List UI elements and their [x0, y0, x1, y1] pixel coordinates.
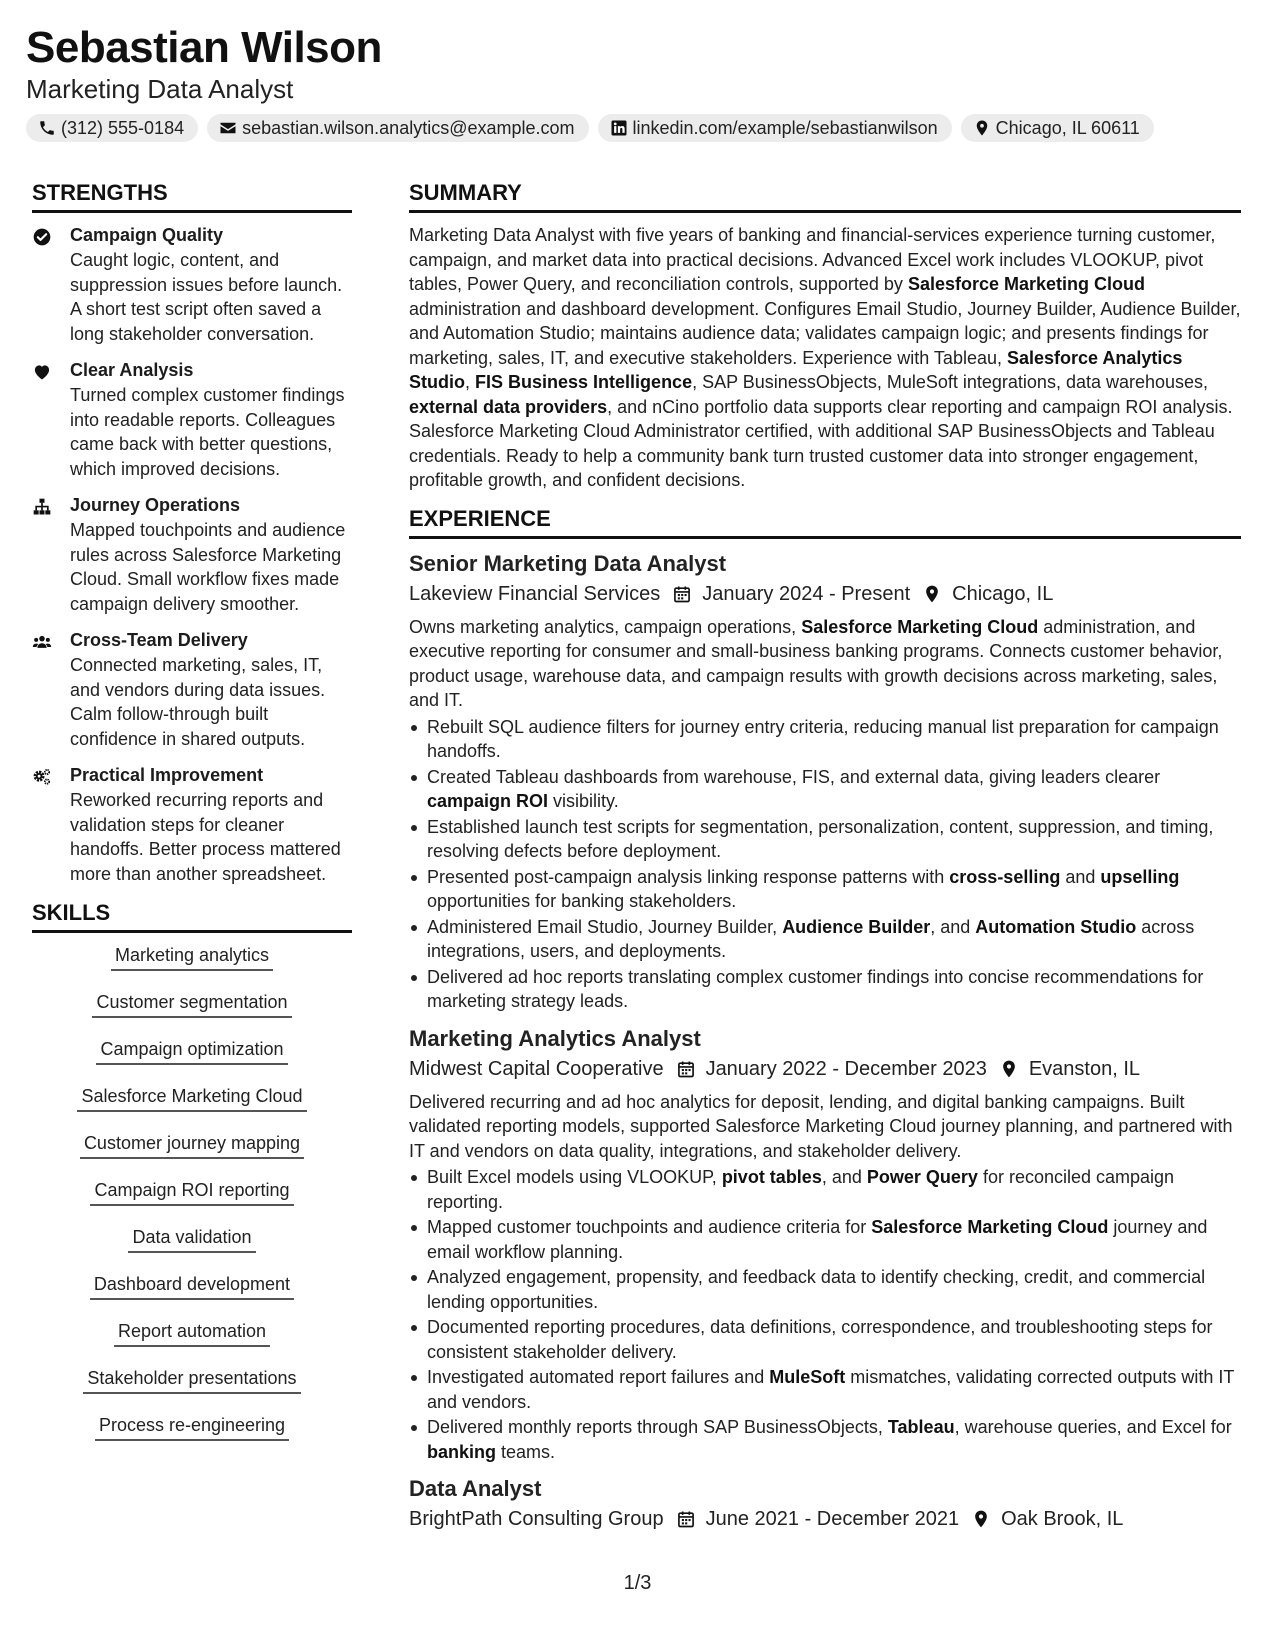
emphasis-text: Automation Studio [975, 916, 1137, 937]
gears-icon [32, 767, 52, 787]
bullet-item [409, 1315, 1241, 1364]
contact-email[interactable] [207, 114, 588, 142]
candidate-title: Marketing Data Analyst [26, 74, 294, 104]
text-run: opportunities for banking stakeholders. [427, 891, 737, 911]
strength-title: Clear Analysis [70, 360, 194, 380]
job-dates: January 2022 - December 2023 [705, 1057, 987, 1080]
job-company: BrightPath Consulting Group [409, 1508, 664, 1530]
contact-phone[interactable] [26, 114, 198, 142]
right-column [409, 178, 1241, 1540]
skill-item: Stakeholder presentations [83, 1366, 300, 1394]
linkedin-icon [610, 119, 628, 137]
text-run: administration, and executive reporting for consumer and small-business banking programs. Connects customer behavior, product usage, warehouse data, and campaign results with growth decisions across marketing, sales, and IT. [409, 616, 1223, 710]
strength-item [32, 628, 352, 751]
job-location: Evanston, IL [1028, 1057, 1141, 1080]
emphasis-text: upselling [1100, 866, 1180, 887]
strength-item [32, 223, 352, 346]
location-icon [973, 119, 991, 137]
job-company: Midwest Capital Cooperative [409, 1057, 664, 1080]
location-icon [922, 584, 942, 604]
strength-title: Campaign Quality [70, 225, 224, 245]
emphasis-text: Tableau [887, 1417, 955, 1437]
emphasis-text: Power Query [866, 1167, 978, 1187]
strengths-heading: STRENGTHS [32, 178, 352, 213]
text-run: , warehouse queries, and Excel for [954, 1417, 1232, 1437]
bullet-item [409, 815, 1241, 864]
calendar-icon [676, 1059, 696, 1079]
bullet-item [409, 715, 1241, 764]
bullet-item [409, 865, 1241, 914]
job-dates: January 2024 - Present [702, 582, 911, 605]
candidate-name: Sebastian Wilson [26, 23, 382, 72]
bullet-item [409, 765, 1241, 814]
job-meta [409, 1504, 1241, 1534]
bullet-item [409, 1265, 1241, 1314]
text-run: , SAP BusinessObjects, MuleSoft integrations, data warehouses, [692, 372, 1209, 392]
experience-heading: EXPERIENCE [409, 504, 1241, 539]
bullet-item [409, 965, 1241, 1014]
bullet-item [409, 1365, 1241, 1414]
strength-title: Practical Improvement [70, 765, 264, 785]
text-run: , and nCino portfolio data supports clear reporting and campaign ROI analysis. Salesforce Marketing Cloud Administrator certified, with additional SAP BusinessObjects and Tableau credentials. Ready to help a community bank turn trusted customer data into stronger engagement, profitable growth, and confident decisions. [409, 396, 1233, 490]
text-run: journey and email workflow planning. [427, 1217, 1208, 1262]
text-run: Administered Email Studio, Journey Builder, [427, 916, 783, 937]
sitemap-icon [32, 497, 52, 517]
summary-heading: SUMMARY [409, 178, 1241, 213]
emphasis-text: MuleSoft [769, 1367, 846, 1387]
emphasis-text: Audience Builder [782, 916, 931, 937]
contact-email-text: sebastian.wilson.analytics@example.com [242, 117, 575, 138]
skills-list [32, 943, 352, 1460]
strength-text: Caught logic, content, and suppression issues before launch. A short test script often saved a long stakeholder conversation. [70, 250, 343, 344]
summary-text [409, 223, 1241, 493]
text-run: teams. [496, 1441, 556, 1462]
job-description [409, 1090, 1241, 1164]
text-run: Delivered recurring and ad hoc analytics for deposit, lending, and digital banking campaigns. Built validated reporting models, supported Salesforce Marketing Cloud journey planning, and partnered with IT and vendors on data quality, integrations, and stakeholder delivery. [409, 1091, 1233, 1161]
strength-item [32, 763, 352, 886]
heart-icon [32, 362, 52, 382]
contact-location-text: Chicago, IL 60611 [995, 117, 1140, 138]
skill-item: Report automation [114, 1319, 270, 1347]
emphasis-text: Salesforce Marketing Cloud [801, 616, 1039, 637]
job-meta [409, 579, 1241, 609]
phone-icon [38, 119, 56, 137]
skill-item: Salesforce Marketing Cloud [77, 1084, 306, 1112]
emphasis-text: Salesforce Marketing Cloud [907, 274, 1145, 294]
job-entry [409, 549, 1241, 1014]
emphasis-text: campaign ROI [427, 791, 549, 811]
emphasis-text: external data providers [409, 396, 608, 417]
text-run: administration and dashboard development. Configures Email Studio, Journey Builder, Audience Builder, and Automation Studio; maintains audience data; validates campaign logic; and presents findings for marketing, sales, IT, and executive stakeholders. Experience with Tableau, [409, 298, 1241, 368]
skill-item: Campaign ROI reporting [90, 1178, 293, 1206]
text-run: Presented post-campaign analysis linking response patterns with [427, 866, 950, 887]
text-run: Built Excel models using VLOOKUP, [427, 1167, 722, 1187]
emphasis-text: banking [427, 1441, 497, 1462]
skills-heading: SKILLS [32, 898, 352, 933]
job-company: Lakeview Financial Services [409, 582, 661, 605]
check-circle-icon [32, 227, 52, 247]
job-entry [409, 1024, 1241, 1465]
skill-item: Data validation [128, 1225, 255, 1253]
strength-text: Mapped touchpoints and audience rules across Salesforce Marketing Cloud. Small workflow fixes made campaign delivery smoother. [70, 520, 346, 614]
text-run: mismatches, validating corrected outputs with IT and vendors. [427, 1367, 1235, 1412]
text-run: and [1060, 866, 1101, 887]
strength-text: Turned complex customer findings into readable reports. Colleagues came back with better questions, which improved decisions. [70, 385, 345, 479]
contact-linkedin-text: linkedin.com/example/sebastianwilson [632, 117, 938, 138]
emphasis-text: Salesforce Marketing Cloud [871, 1217, 1109, 1237]
bullet-item [409, 1165, 1241, 1214]
page-number: 1/3 [623, 1572, 652, 1594]
job-description [409, 615, 1241, 713]
contact-location[interactable] [961, 114, 1154, 142]
email-icon [219, 119, 237, 137]
job-entry [409, 1474, 1241, 1534]
skill-item: Process re-engineering [95, 1413, 289, 1441]
job-meta [409, 1054, 1241, 1084]
emphasis-text: cross-selling [949, 866, 1061, 887]
strength-text: Connected marketing, sales, IT, and vendors during data issues. Calm follow-through built confidence in shared outputs. [70, 655, 326, 749]
strength-item [32, 493, 352, 616]
location-icon [971, 1509, 991, 1529]
contact-phone-text: (312) 555-0184 [61, 117, 185, 138]
text-run: Marketing Data Analyst with five years of banking and financial-services experience turning customer, campaign, and market data into practical decisions. Advanced Excel work includes VLOOKUP, pivot tables, Power Query, and reconciliation controls, supported by [409, 225, 1216, 294]
text-run: Mapped customer touchpoints and audience criteria for [427, 1217, 872, 1237]
bullet-item [409, 1415, 1241, 1464]
text-run: Owns marketing analytics, campaign operations, [409, 616, 802, 637]
contact-linkedin[interactable] [598, 114, 952, 142]
calendar-icon [676, 1509, 696, 1529]
text-run: Documented reporting procedures, data definitions, correspondence, and troubleshooting steps for consistent stakeholder delivery. [427, 1317, 1213, 1362]
skill-item: Campaign optimization [96, 1037, 287, 1065]
job-title: Marketing Analytics Analyst [409, 1025, 701, 1051]
contact-bar [26, 114, 1154, 142]
strength-title: Journey Operations [70, 495, 241, 515]
text-run: , and [930, 916, 976, 937]
job-title: Data Analyst [409, 1476, 542, 1501]
text-run: across integrations, users, and deployments. [427, 916, 1195, 961]
job-location: Oak Brook, IL [1001, 1508, 1124, 1530]
text-run: Analyzed engagement, propensity, and feedback data to identify checking, credit, and commercial lending opportunities. [427, 1267, 1206, 1312]
skill-item: Customer segmentation [92, 990, 291, 1018]
location-icon [999, 1059, 1019, 1079]
emphasis-text: Salesforce Analytics Studio [409, 347, 1183, 392]
job-dates: June 2021 - December 2021 [705, 1508, 960, 1530]
skill-item: Marketing analytics [111, 943, 273, 971]
bullet-item [409, 915, 1241, 964]
skill-item: Customer journey mapping [80, 1131, 304, 1159]
left-column [32, 178, 352, 1460]
text-run: Investigated automated report failures and [427, 1367, 770, 1387]
skill-item: Dashboard development [90, 1272, 294, 1300]
text-run: visibility. [548, 791, 619, 811]
text-run: Rebuilt SQL audience filters for journey entry criteria, reducing manual list preparation for campaign handoffs. [427, 716, 1219, 761]
text-run: Established launch test scripts for segmentation, personalization, content, suppression, and timing, resolving defects before deployment. [427, 816, 1214, 861]
text-run: , and [821, 1167, 867, 1187]
calendar-icon [672, 584, 692, 604]
emphasis-text: pivot tables [721, 1167, 822, 1187]
job-location: Chicago, IL [952, 582, 1054, 605]
strength-text: Reworked recurring reports and validation steps for cleaner handoffs. Better process mattered more than another spreadsheet. [70, 790, 341, 884]
bullet-item [409, 1215, 1241, 1264]
text-run: Created Tableau dashboards from warehouse, FIS, and external data, giving leaders clearer [427, 766, 1161, 787]
job-bullets [409, 1165, 1241, 1464]
users-icon [32, 632, 52, 652]
strength-title: Cross-Team Delivery [70, 630, 248, 650]
text-run: Delivered ad hoc reports translating complex customer findings into concise recommendations for marketing strategy leads. [427, 966, 1204, 1011]
text-run: , [465, 372, 476, 392]
text-run: for reconciled campaign reporting. [427, 1167, 1175, 1212]
strength-item [32, 358, 352, 481]
job-bullets [409, 715, 1241, 1014]
job-title: Senior Marketing Data Analyst [409, 550, 727, 576]
text-run: Delivered monthly reports through SAP BusinessObjects, [427, 1417, 888, 1437]
emphasis-text: FIS Business Intelligence [475, 372, 693, 392]
